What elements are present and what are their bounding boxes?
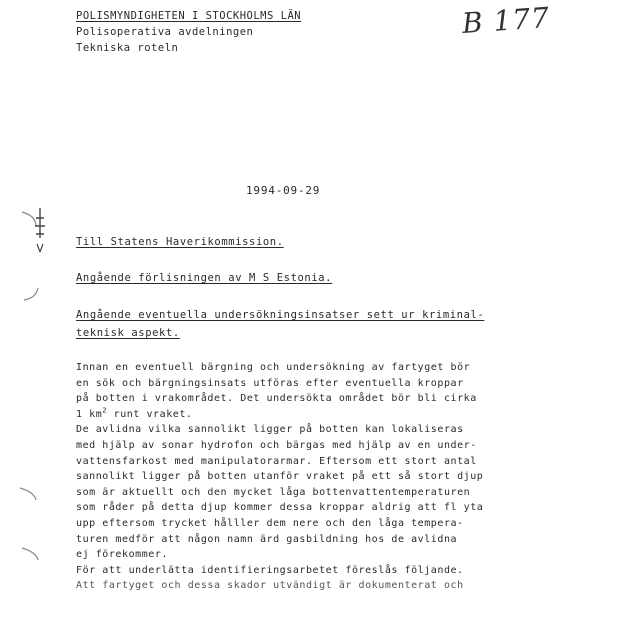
area-suffix: runt vraket. xyxy=(107,408,193,420)
body-line: turen medför att någon namn ärd gasbildning hos de avlidna xyxy=(76,533,458,545)
hole-punch-mark-1 xyxy=(22,212,36,226)
handwritten-margin-mark xyxy=(35,208,45,252)
body-text xyxy=(76,360,506,594)
body-line: upp eftersom trycket hålller dem nere och den låga tempera- xyxy=(76,517,464,529)
letterhead-department: Polisoperativa avdelningen xyxy=(76,26,254,38)
body-line: De avlidna vilka sannolikt ligger på botten kan lokaliseras xyxy=(76,424,464,436)
hole-punch-mark-4 xyxy=(22,548,38,560)
body-line xyxy=(76,407,506,423)
body-line: Att fartyget och dessa skador utvändigt är dokumenterat och xyxy=(76,580,464,592)
body-line: sannolikt ligger på botten utanför vraket på ett så stort djup xyxy=(76,471,484,483)
body-line: Innan en eventuell bärgning och undersökning av fartyget bör xyxy=(76,362,471,373)
hole-punch-mark-2 xyxy=(24,288,38,300)
subject-line-2 xyxy=(76,306,516,342)
body-line: vattensfarkost med manipulatorarmar. Eftersom ett stort antal xyxy=(76,455,477,467)
letterhead-unit: Tekniska roteln xyxy=(76,42,179,54)
area-exponent: 2 xyxy=(102,406,108,415)
body-line: med hjälp av sonar hydrofon och bärgas med hjälp av en under- xyxy=(76,439,477,451)
body-line: som är aktuellt och den mycket låga bottenvattentemperaturen xyxy=(76,486,471,498)
handwritten-reference: B 177 xyxy=(460,0,551,41)
document-date: 1994-09-29 xyxy=(246,184,321,197)
subject-line-2a: Angående eventuella undersökningsinsatser sett ur kriminal- xyxy=(76,309,485,321)
subject-line-2b: teknisk aspekt. xyxy=(76,327,180,339)
body-line: en sök och bärgningsinsats utföras efter eventuella kroppar xyxy=(76,377,464,389)
body-line: ej förekommer. xyxy=(76,549,168,561)
body-line: på botten i vrakområdet. Det undersökta området bör bli cirka xyxy=(76,393,477,405)
area-value: 1 km xyxy=(76,408,103,420)
subject-line-1: Angående förlisningen av M S Estonia. xyxy=(76,272,333,284)
addressee: Till Statens Haverikommission. xyxy=(76,236,284,248)
body-line: som råder på detta djup kommer dessa kroppar aldrig att fl yta xyxy=(76,502,484,514)
hole-punch-mark-3 xyxy=(20,488,36,500)
body-line: För att underlätta identifieringsarbetet föreslås följande. xyxy=(76,564,464,576)
letterhead xyxy=(76,8,301,56)
letterhead-authority: POLISMYNDIGHETEN I STOCKHOLMS LÄN xyxy=(76,10,302,22)
margin-marks xyxy=(0,0,80,628)
